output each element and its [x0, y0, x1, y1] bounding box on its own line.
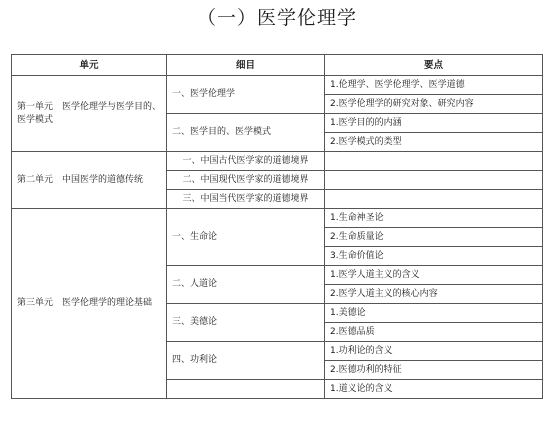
keypoint-cell: 1.生命神圣论 — [325, 209, 543, 228]
keypoint-cell: 1.功利论的含义 — [325, 342, 543, 361]
keypoint-cell — [325, 152, 543, 171]
keypoint-cell — [325, 171, 543, 190]
keypoint-cell: 1.医学目的的内涵 — [325, 114, 543, 133]
page-title: （一）医学伦理学 — [196, 7, 357, 29]
subitem-cell: 一、中国古代医学家的道德境界 — [167, 152, 325, 171]
subitem-cell: 三、中国当代医学家的道德境界 — [167, 190, 325, 209]
table-row — [12, 76, 543, 95]
subitem-cell — [167, 380, 325, 399]
subitem-cell: 一、生命论 — [167, 209, 325, 266]
header-subitem: 细目 — [167, 55, 325, 76]
unit-cell: 第三单元 医学伦理学的理论基础 — [12, 209, 167, 399]
subitem-cell: 二、人道论 — [167, 266, 325, 304]
keypoint-cell: 2.医德功利的特征 — [325, 361, 543, 380]
table-row — [12, 209, 543, 228]
header-keypoints: 要点 — [325, 55, 543, 76]
syllabus-table — [11, 54, 543, 399]
subitem-cell: 四、功利论 — [167, 342, 325, 380]
keypoint-cell: 1.道义论的含义 — [325, 380, 543, 399]
keypoint-cell: 1.医学人道主义的含义 — [325, 266, 543, 285]
keypoint-cell — [325, 190, 543, 209]
keypoint-cell: 3.生命价值论 — [325, 247, 543, 266]
unit-cell: 第二单元 中国医学的道德传统 — [12, 152, 167, 209]
keypoint-cell: 1.伦理学、医学伦理学、医学道德 — [325, 76, 543, 95]
subitem-cell: 二、中国现代医学家的道德境界 — [167, 171, 325, 190]
keypoint-cell: 2.医学人道主义的核心内容 — [325, 285, 543, 304]
keypoint-cell: 2.医学模式的类型 — [325, 133, 543, 152]
subitem-cell: 二、医学目的、医学模式 — [167, 114, 325, 152]
header-unit: 单元 — [12, 55, 167, 76]
table-header-row — [12, 55, 543, 76]
subitem-cell: 一、医学伦理学 — [167, 76, 325, 114]
table-row — [12, 152, 543, 171]
unit-cell: 第一单元 医学伦理学与医学目的、医学模式 — [12, 76, 167, 152]
keypoint-cell: 1.美德论 — [325, 304, 543, 323]
keypoint-cell: 2.医学伦理学的研究对象、研究内容 — [325, 95, 543, 114]
keypoint-cell: 2.医德品质 — [325, 323, 543, 342]
keypoint-cell: 2.生命质量论 — [325, 228, 543, 247]
subitem-cell: 三、美德论 — [167, 304, 325, 342]
